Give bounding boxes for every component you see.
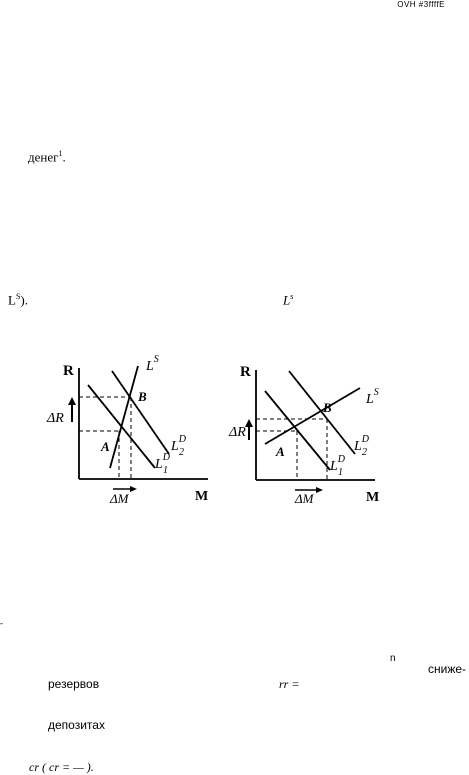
demand2-label-left: $L^D$ 2 [171, 434, 187, 458]
text-fragment-decrease: сниже- [428, 662, 467, 676]
text-fragment-money: денег$^1$. [28, 149, 66, 165]
page-header-mark: OVH #3ffffE [397, 0, 445, 9]
text-fragment-rr: rr = [279, 677, 300, 691]
delta-m-label-left: ΔM [110, 491, 129, 506]
text-fragment-ls-2: $L^s$ [283, 292, 294, 308]
y-axis-label-right: R [240, 364, 251, 380]
supply-label-right: $L^S$ [366, 387, 379, 407]
delta-r-label-right: ΔR [229, 425, 246, 440]
x-axis-label-right: M [366, 490, 380, 505]
supply-label-left: $L^S$ [146, 354, 159, 374]
delta-r-label-left: ΔR [47, 411, 64, 426]
delta-m-label-right: ΔM [295, 491, 314, 506]
y-axis-label-left: R [63, 363, 74, 379]
demand1-label-right: $L^D$ 1 [330, 454, 346, 478]
point-a-right: A [276, 444, 285, 459]
point-a-left: A [101, 439, 110, 454]
text-fragment-ls: $L^S$). [8, 292, 28, 308]
text-fragment-mark: n [390, 653, 396, 664]
supply-curve-right [265, 388, 360, 444]
x-axis-label-left: M [195, 489, 209, 504]
text-fragment-deposits: депозитах [48, 718, 105, 732]
margin-tick: - [0, 618, 3, 628]
text-fragment-cr: cr ( cr = — ). [29, 760, 94, 774]
demand2-label-right: $L^D$ 2 [354, 434, 370, 458]
text-fragment-reserves: резервов [48, 677, 100, 691]
demand-curve-2-right [289, 371, 355, 454]
demand-curve-1-right [265, 391, 330, 470]
point-b-right: B [323, 400, 332, 415]
demand1-label-left: $L^D$ 1 [155, 452, 171, 476]
point-b-left: B [138, 389, 147, 404]
